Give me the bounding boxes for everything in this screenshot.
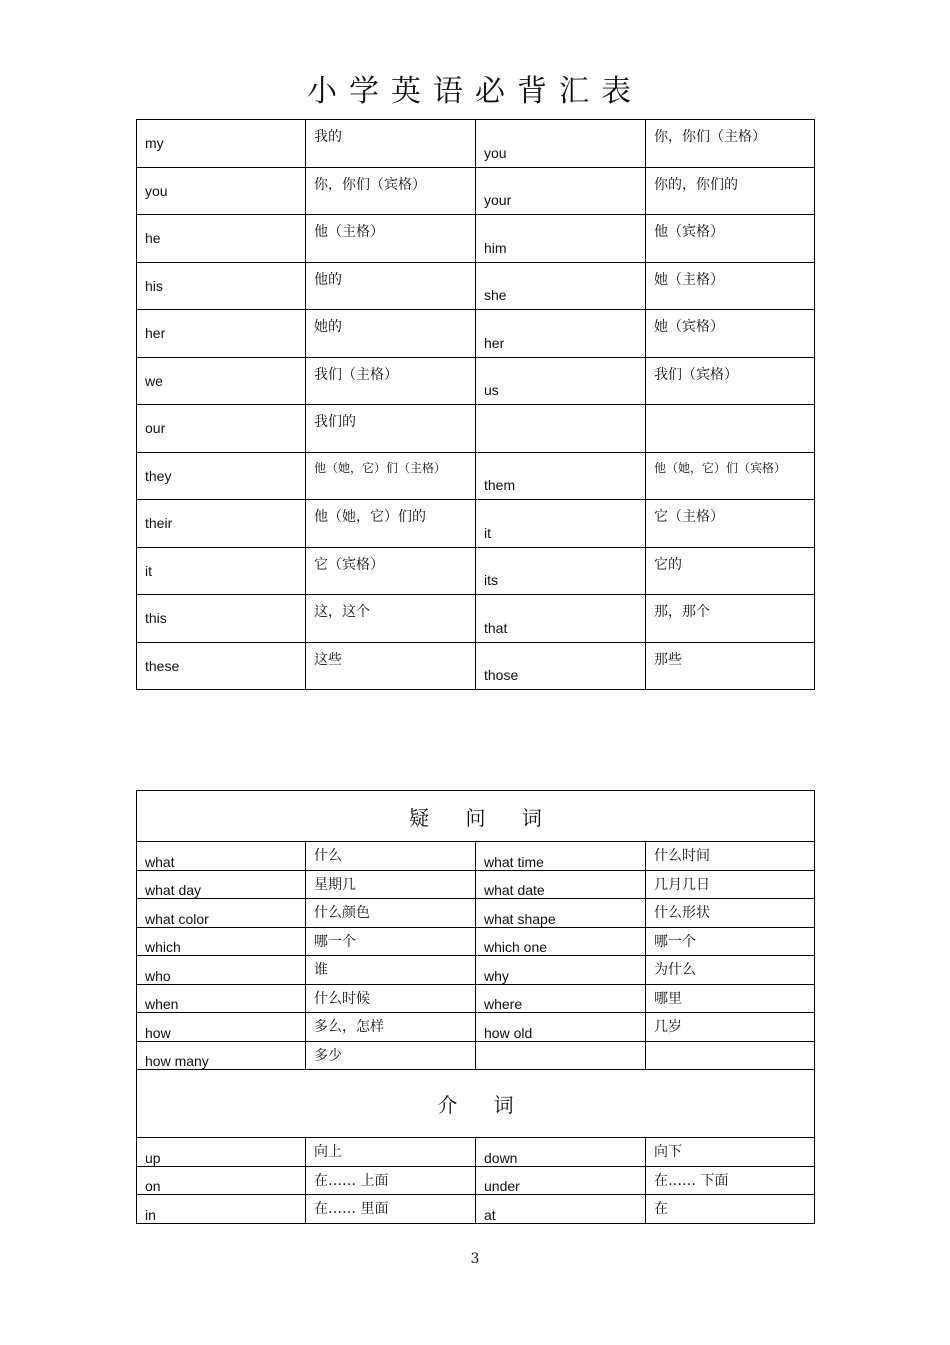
table-row — [137, 984, 815, 1013]
table-row — [137, 547, 815, 595]
chinese-meaning-cell: 这些 — [306, 642, 476, 690]
english-word-cell: on — [137, 1166, 306, 1195]
english-word-cell: which one — [476, 927, 646, 956]
table-row — [137, 956, 815, 985]
english-word-cell: down — [476, 1138, 646, 1167]
chinese-meaning-cell: 他（她，它）们（主格） — [306, 452, 476, 500]
chinese-meaning-cell: 在…… 里面 — [306, 1195, 476, 1224]
english-word-cell: our — [137, 405, 306, 453]
table-row — [137, 167, 815, 215]
table-row — [137, 899, 815, 928]
english-word-cell: their — [137, 500, 306, 548]
section-heading-row — [137, 1070, 815, 1138]
english-word-cell: it — [476, 500, 646, 548]
chinese-meaning-cell: 为什么 — [646, 956, 815, 985]
english-word-cell: what date — [476, 870, 646, 899]
table-row — [137, 120, 815, 168]
english-word-cell: you — [476, 120, 646, 168]
table-row — [137, 870, 815, 899]
english-word-cell: what — [137, 842, 306, 871]
english-word-cell: you — [137, 167, 306, 215]
english-word-cell: which — [137, 927, 306, 956]
chinese-meaning-cell: 我们（宾格） — [646, 357, 815, 405]
chinese-meaning-cell: 在…… 下面 — [646, 1166, 815, 1195]
chinese-meaning-cell: 她（宾格） — [646, 310, 815, 358]
english-word-cell: her — [476, 310, 646, 358]
table-row — [137, 310, 815, 358]
chinese-meaning-cell: 你的，你们的 — [646, 167, 815, 215]
english-word-cell: them — [476, 452, 646, 500]
table-row — [137, 405, 815, 453]
english-word-cell: what day — [137, 870, 306, 899]
chinese-meaning-cell: 在…… 上面 — [306, 1166, 476, 1195]
table-row — [137, 927, 815, 956]
chinese-meaning-cell: 在 — [646, 1195, 815, 1224]
chinese-meaning-cell: 你，你们（主格） — [646, 120, 815, 168]
chinese-meaning-cell: 什么时候 — [306, 984, 476, 1013]
english-word-cell: what time — [476, 842, 646, 871]
table-row — [137, 215, 815, 263]
english-word-cell: they — [137, 452, 306, 500]
table-row — [137, 1195, 815, 1224]
chinese-meaning-cell: 你，你们（宾格） — [306, 167, 476, 215]
chinese-meaning-cell: 他（宾格） — [646, 215, 815, 263]
english-word-cell: why — [476, 956, 646, 985]
chinese-meaning-cell: 向下 — [646, 1138, 815, 1167]
table-row — [137, 595, 815, 643]
page-title: 小学英语必背汇表 — [307, 74, 643, 109]
chinese-meaning-cell: 他（主格） — [306, 215, 476, 263]
table-row — [137, 642, 815, 690]
english-word-cell: he — [137, 215, 306, 263]
section-heading-interrogatives: 疑 问 词 — [137, 791, 815, 842]
english-word-cell: those — [476, 642, 646, 690]
chinese-meaning-cell: 我的 — [306, 120, 476, 168]
chinese-meaning-cell: 他的 — [306, 262, 476, 310]
english-word-cell — [476, 1041, 646, 1070]
chinese-meaning-cell: 她（主格） — [646, 262, 815, 310]
english-word-cell: these — [137, 642, 306, 690]
chinese-meaning-cell: 哪一个 — [306, 927, 476, 956]
chinese-meaning-cell: 向上 — [306, 1138, 476, 1167]
english-word-cell: his — [137, 262, 306, 310]
english-word-cell: its — [476, 547, 646, 595]
table-row — [137, 452, 815, 500]
vocabulary-table — [136, 790, 815, 1224]
table-row — [137, 262, 815, 310]
chinese-meaning-cell: 什么 — [306, 842, 476, 871]
english-word-cell: under — [476, 1166, 646, 1195]
english-word-cell: in — [137, 1195, 306, 1224]
chinese-meaning-cell: 谁 — [306, 956, 476, 985]
chinese-meaning-cell: 什么颜色 — [306, 899, 476, 928]
chinese-meaning-cell: 它的 — [646, 547, 815, 595]
chinese-meaning-cell: 几月几日 — [646, 870, 815, 899]
pronoun-table — [136, 119, 815, 690]
english-word-cell: what color — [137, 899, 306, 928]
chinese-meaning-cell: 什么形状 — [646, 899, 815, 928]
chinese-meaning-cell: 多么，怎样 — [306, 1013, 476, 1042]
chinese-meaning-cell: 我们的 — [306, 405, 476, 453]
english-word-cell: who — [137, 956, 306, 985]
english-word-cell: her — [137, 310, 306, 358]
chinese-meaning-cell: 它（主格） — [646, 500, 815, 548]
chinese-meaning-cell — [646, 1041, 815, 1070]
table-row — [137, 500, 815, 548]
english-word-cell: what shape — [476, 899, 646, 928]
english-word-cell: how many — [137, 1041, 306, 1070]
page-number: 3 — [470, 1251, 480, 1267]
english-word-cell: when — [137, 984, 306, 1013]
english-word-cell: it — [137, 547, 306, 595]
english-word-cell: him — [476, 215, 646, 263]
chinese-meaning-cell: 她的 — [306, 310, 476, 358]
chinese-meaning-cell: 多少 — [306, 1041, 476, 1070]
english-word-cell: how old — [476, 1013, 646, 1042]
english-word-cell: we — [137, 357, 306, 405]
table-row — [137, 357, 815, 405]
table-row — [137, 1013, 815, 1042]
chinese-meaning-cell: 哪一个 — [646, 927, 815, 956]
english-word-cell: my — [137, 120, 306, 168]
table-row — [137, 1166, 815, 1195]
english-word-cell: up — [137, 1138, 306, 1167]
english-word-cell — [476, 405, 646, 453]
table-row — [137, 1138, 815, 1167]
english-word-cell: she — [476, 262, 646, 310]
chinese-meaning-cell: 什么时间 — [646, 842, 815, 871]
english-word-cell: that — [476, 595, 646, 643]
section-heading-prepositions: 介 词 — [137, 1070, 815, 1138]
english-word-cell: this — [137, 595, 306, 643]
chinese-meaning-cell: 那些 — [646, 642, 815, 690]
chinese-meaning-cell: 他（她，它）们（宾格） — [646, 452, 815, 500]
chinese-meaning-cell: 这，这个 — [306, 595, 476, 643]
english-word-cell: where — [476, 984, 646, 1013]
table-row — [137, 842, 815, 871]
chinese-meaning-cell: 星期几 — [306, 870, 476, 899]
english-word-cell: at — [476, 1195, 646, 1224]
chinese-meaning-cell: 它（宾格） — [306, 547, 476, 595]
english-word-cell: your — [476, 167, 646, 215]
english-word-cell: how — [137, 1013, 306, 1042]
chinese-meaning-cell: 我们（主格） — [306, 357, 476, 405]
english-word-cell: us — [476, 357, 646, 405]
chinese-meaning-cell: 他（她，它）们的 — [306, 500, 476, 548]
table-row — [137, 1041, 815, 1070]
section-heading-row — [137, 791, 815, 842]
chinese-meaning-cell — [646, 405, 815, 453]
chinese-meaning-cell: 那，那个 — [646, 595, 815, 643]
chinese-meaning-cell: 几岁 — [646, 1013, 815, 1042]
chinese-meaning-cell: 哪里 — [646, 984, 815, 1013]
